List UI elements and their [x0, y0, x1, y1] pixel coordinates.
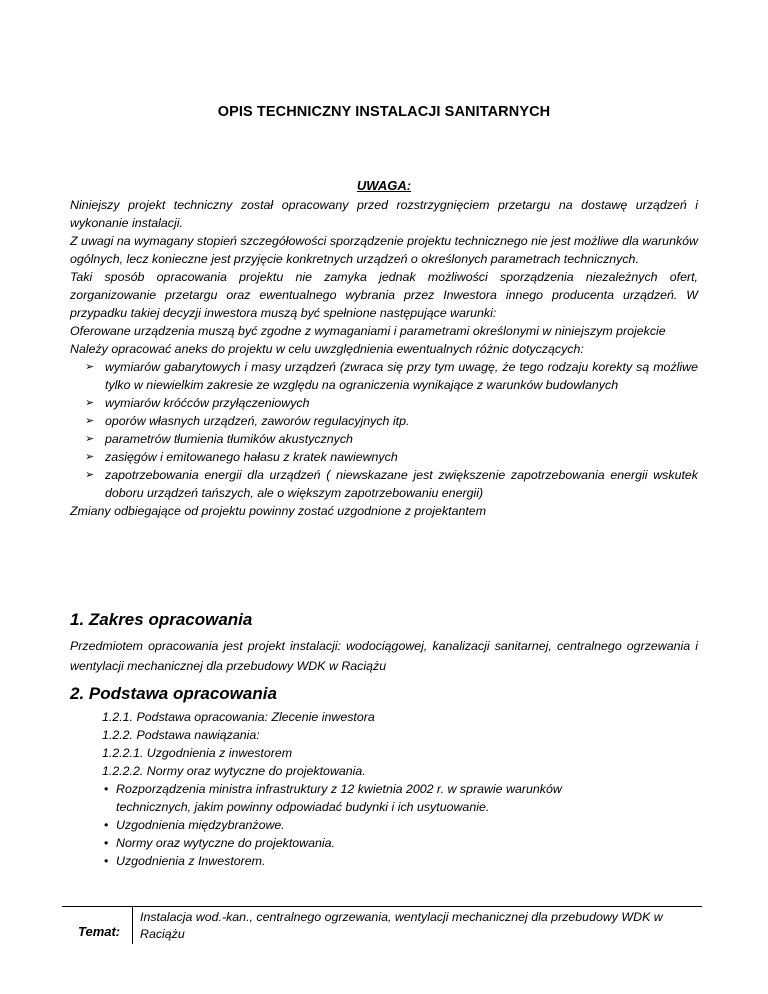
outline-line: 1.2.2. Podstawa nawiązania:	[102, 728, 260, 742]
list-item-text: zapotrzebowania energii dla urządzeń ( niewskazane jest zwiększenie zapotrzebowania energii wskutek doboru urządzeń tańszych, ale o większym zapotrzebowaniu energii)	[105, 468, 698, 500]
footer-separator	[132, 906, 133, 944]
document-title: OPIS TECHNICZNY INSTALACJI SANITARNYCH	[217, 104, 551, 120]
list-item	[70, 448, 698, 466]
list-item	[102, 780, 562, 816]
outline-line: 1.2.2.1. Uzgodnienia z inwestorem	[102, 746, 293, 760]
list-item	[70, 412, 698, 430]
outline-line: 1.2.1. Podstawa opracowania: Zlecenie inwestora	[102, 710, 375, 724]
dot-bullet-icon: •	[104, 818, 109, 832]
differences-list	[70, 358, 698, 502]
section-2-outline	[102, 708, 562, 870]
list-item-text: oporów własnych urządzeń, zaworów regulacyjnych itp.	[105, 414, 410, 428]
list-item	[70, 358, 698, 394]
outline-line: 1.2.2.2. Normy oraz wytyczne do projektowania.	[102, 764, 366, 778]
note-closing: Zmiany odbiegające od projektu powinny zostać uzgodnione z projektantem	[70, 504, 487, 518]
list-item	[102, 834, 562, 852]
note-paragraph: Należy opracować aneks do projektu w celu uwzględnienia ewentualnych różnic dotyczących:	[70, 342, 584, 356]
list-item	[102, 816, 562, 834]
norms-list	[102, 780, 562, 870]
arrow-bullet-icon: ➢	[85, 361, 95, 373]
arrow-bullet-icon: ➢	[85, 415, 95, 427]
uwaga-heading: UWAGA:	[356, 178, 412, 193]
list-item	[102, 852, 562, 870]
note-paragraph: Oferowane urządzenia muszą być zgodne z wymaganiami i parametrami określonymi w niniejszym projekcie	[70, 324, 666, 338]
footer-subject: Instalacja wod.-kan., centralnego ogrzewania, wentylacji mechanicznej dla przebudowy WDK w Raciążu	[140, 910, 663, 941]
list-item-text: wymiarów gabarytowych i masy urządzeń (zwraca się przy tym uwagę, że tego rodzaju korekty są możliwe tylko w niewielkim zakresie ze względu na ograniczenia wynikające z warunków budowlanych	[105, 360, 698, 392]
list-item	[70, 430, 698, 448]
footer-divider	[62, 906, 702, 907]
dot-bullet-icon: •	[104, 836, 109, 850]
footer-label: Temat:	[78, 924, 121, 939]
list-item-text: Rozporządzenia ministra infrastruktury z 12 kwietnia 2002 r. w sprawie warunków technicznych, jakim powinny odpowiadać budynki i ich usytuowanie.	[116, 782, 562, 814]
dot-bullet-icon: •	[104, 782, 109, 796]
list-item-text: Uzgodnienia z Inwestorem.	[116, 854, 266, 868]
list-item-text: wymiarów króćców przyłączeniowych	[105, 396, 310, 410]
section-2-heading: 2. Podstawa opracowania	[70, 684, 277, 703]
list-item-text: parametrów tłumienia tłumików akustycznych	[105, 432, 353, 446]
note-paragraph: Z uwagi na wymagany stopień szczegółowości sporządzenie projektu technicznego nie jest możliwe dla warunków ogólnych, lecz konieczne jest przyjęcie konkretnych urządzeń o określonych parametrach technicznych.	[70, 234, 698, 266]
arrow-bullet-icon: ➢	[85, 397, 95, 409]
arrow-bullet-icon: ➢	[85, 469, 95, 481]
arrow-bullet-icon: ➢	[85, 451, 95, 463]
uwaga-notes	[70, 196, 698, 520]
list-item	[70, 394, 698, 412]
list-item-text: Normy oraz wytyczne do projektowania.	[116, 836, 335, 850]
list-item-text: Uzgodnienia międzybranżowe.	[116, 818, 285, 832]
arrow-bullet-icon: ➢	[85, 433, 95, 445]
note-paragraph: Niniejszy projekt techniczny został opracowany przed rozstrzygnięciem przetargu na dostawę urządzeń i wykonanie instalacji.	[70, 198, 698, 230]
dot-bullet-icon: •	[104, 854, 109, 868]
section-1-text: Przedmiotem opracowania jest projekt instalacji: wodociągowej, kanalizacji sanitarnej, centralnego ogrzewania i wentylacji mechanicznej dla przebudowy WDK w Raciążu	[70, 639, 698, 673]
list-item	[70, 466, 698, 502]
list-item-text: zasięgów i emitowanego hałasu z kratek nawiewnych	[105, 450, 398, 464]
section-1-heading: 1. Zakres opracowania	[70, 610, 253, 629]
note-paragraph: Taki sposób opracowania projektu nie zamyka jednak możliwości sporządzenia niezależnych ofert, zorganizowanie przetargu oraz ewentualnego wybrania przez Inwestora innego producenta urządzeń. W przypadku takiej decyzji inwestora muszą być spełnione następujące warunki:	[70, 270, 698, 320]
